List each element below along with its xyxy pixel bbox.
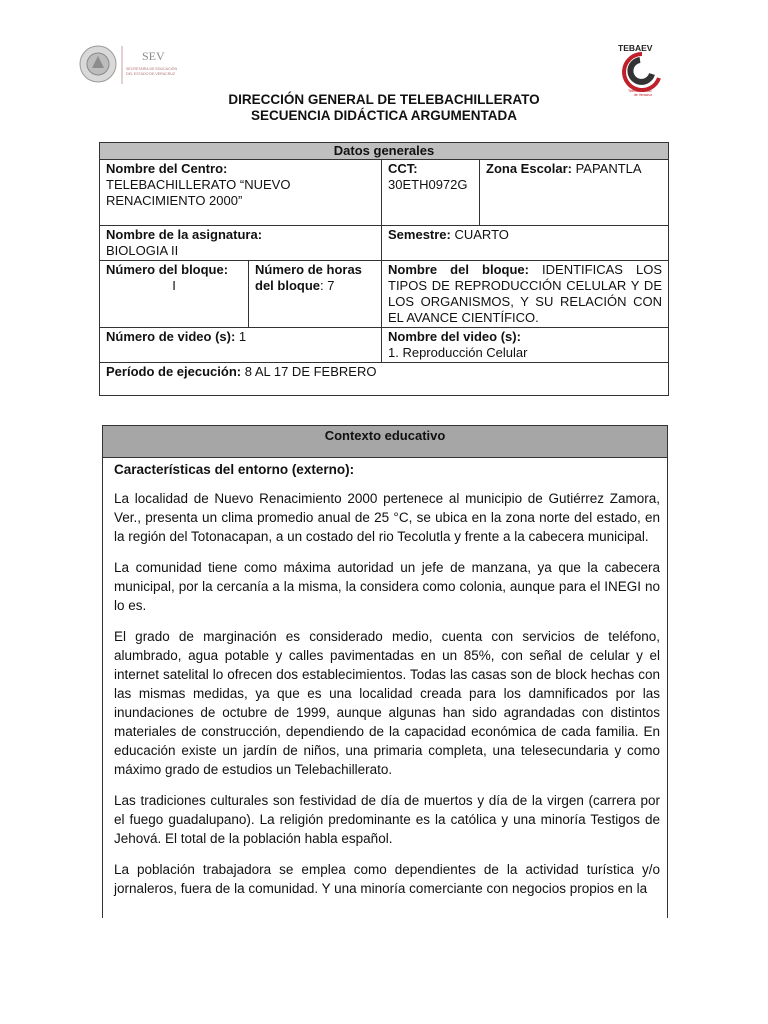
bloque-num-label: Número del bloque:: [106, 262, 229, 277]
zona-label: Zona Escolar:: [486, 161, 572, 176]
horas-label: Número de horas del bloque: [255, 262, 362, 293]
asignatura-cell: [100, 226, 382, 261]
sev-logo-text: SEV: [142, 49, 165, 63]
contexto-subheading: Características del entorno (externo):: [114, 462, 355, 477]
contexto-body: [103, 458, 667, 898]
bloque-num-value: I: [172, 278, 176, 293]
cct-label: CCT:: [388, 161, 418, 176]
bloque-num-cell: [100, 261, 249, 328]
periodo-value: 8 AL 17 DE FEBRERO: [241, 364, 377, 379]
semestre-value: CUARTO: [450, 227, 509, 242]
centro-label: Nombre del Centro:: [106, 161, 228, 176]
svg-text:DEL ESTADO DE VERACRUZ: DEL ESTADO DE VERACRUZ: [126, 72, 176, 76]
semestre-label: Semestre:: [388, 227, 451, 242]
state-seal-icon: [78, 40, 198, 90]
zona-value: PAPANTLA: [571, 161, 642, 176]
contexto-educativo-section: [102, 425, 668, 918]
svg-text:SECRETARÍA DE EDUCACIÓN: SECRETARÍA DE EDUCACIÓN: [126, 67, 178, 71]
periodo-cell: [100, 363, 669, 396]
zona-cell: [480, 160, 669, 226]
document-title: DIRECCIÓN GENERAL DE TELEBACHILLERATO: [228, 92, 540, 107]
asignatura-label: Nombre de la asignatura:: [106, 227, 263, 242]
tebaev-logo-text: TEBAEV: [618, 43, 653, 53]
document-subtitle: SECUENCIA DIDÁCTICA ARGUMENTADA: [251, 108, 517, 123]
svg-text:de Veracruz: de Veracruz: [634, 93, 653, 97]
video-num-label: Número de video (s):: [106, 329, 236, 344]
contexto-paragraph: Las tradiciones culturales son festividad de día de muertos y día de la virgen (carrera por el fuego guadalupano). La religión predominante es la católica y una minoría Testigos de Jehová. El total de la población habla español.: [114, 793, 660, 846]
bloque-nombre-label: Nombre del bloque:: [388, 262, 529, 277]
sev-logo: [78, 40, 198, 90]
asignatura-value: BIOLOGIA II: [106, 243, 179, 258]
semestre-cell: [382, 226, 669, 261]
video-num-cell: [100, 328, 382, 363]
video-num-value: 1: [235, 329, 247, 344]
bloque-nombre-cell: [382, 261, 669, 328]
datos-generales-table: [99, 142, 669, 396]
horas-value: : 7: [320, 278, 335, 293]
datos-generales-heading: Datos generales: [100, 143, 669, 160]
cct-cell: [382, 160, 480, 226]
centro-cell: [100, 160, 382, 226]
contexto-paragraph: El grado de marginación es considerado medio, cuenta con servicios de teléfono, alumbrado, agua potable y calles pavimentadas en un 85%, con señal de celular y el internet satelital lo ofrecen dos establecimientos. Todas las casas son de block hechas con las mismas medidas, ya que es una localidad creada para los damnificados por las inundaciones de octubre de 1999, aunque algunas han sido agrandadas con distintos materiales de construcción, dependiendo de la capacidad económica de cada familia. En educación existe un jardín de niños, una primaria completa, una telesecundaria y como máximo grado de estudios un Telebachillerato.: [114, 629, 660, 777]
svg-text:Telebachillerato: Telebachillerato: [628, 89, 652, 93]
contexto-paragraph: La comunidad tiene como máxima autoridad un jefe de manzana, ya que la cabecera municipal, por la cercanía a la misma, la considera como colonia, aunque para el INEGI no lo es.: [114, 560, 660, 613]
contexto-paragraph: La localidad de Nuevo Renacimiento 2000 pertenece al municipio de Gutiérrez Zamora, Ver., presenta un clima promedio anual de 25 °C, se ubica en la zona norte del estado, en la región del Totonacapan, a un costado del rio Tecolutla y frente a la cabecera municipal.: [114, 491, 660, 544]
periodo-label: Período de ejecución:: [106, 364, 242, 379]
centro-value: TELEBACHILLERATO “NUEVO RENACIMIENTO 2000”: [106, 177, 291, 208]
video-nombre-value: 1. Reproducción Celular: [388, 345, 528, 360]
contexto-heading: Contexto educativo: [103, 426, 667, 458]
cct-value: 30ETH0972G: [388, 177, 468, 192]
video-nombre-label: Nombre del video (s):: [388, 329, 521, 344]
bloque-nombre-value: IDENTIFICAS LOS TIPOS DE REPRODUCCIÓN CELULAR Y DE LOS ORGANISMOS, Y SU RELACIÓN CON EL AVANCE CIENTÍFICO.: [388, 262, 662, 325]
horas-cell: [249, 261, 382, 328]
video-nombre-cell: [382, 328, 669, 363]
contexto-paragraph: La población trabajadora se emplea como dependientes de la actividad turística y/o jornaleros, fuera de la comunidad. Y una minoría comerciante con negocios propios en la: [114, 862, 660, 896]
